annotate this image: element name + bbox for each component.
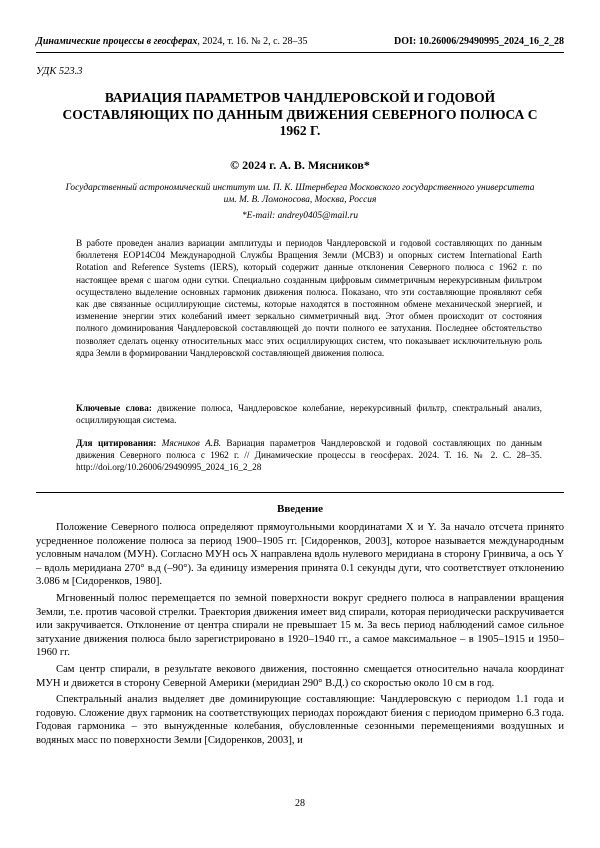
citation [76, 438, 542, 475]
udc-code: УДК 523.3 [36, 66, 83, 77]
body-text [36, 521, 564, 751]
journal-citation [36, 36, 308, 48]
abstract: В работе проведен анализ вариации амплитуды и периодов Чандлеровской и годовой составляющих по данным бюллетеня EOP14C04 Международной Службы Вращения Земли (МСВЗ) и опорных систем International Earth Rotation and Reference Systems (IERS), который содержит данные отклонения Северного полюса с 1962 г. по настоящее время с шагом одни сутки. Специально созданным цифровым симметричным нерекурсивным фильтром осуществлено выделение основных гармоник движения полюса. Показано, что эти составляющие проявляют себя как две связанные осциллирующие системы, которые находятся в постоянном обмене механической энергией, и изменение энергии этих колебаний имеет зеркально симметричный вид. Этот обмен происходит от состояния полного доминирования Чандлеровской составляющей до почти полного ее затухания. Последнее обстоятельство позволяет сделать оценку относительных масс этих осциллирующих систем, что показывает исключительную роль ядра Земли в формировании Чандлеровской составляющей движения полюса. [76, 239, 542, 359]
paragraph: Мгновенный полюс перемещается по земной поверхности вокруг среднего полюса в направлении вращения Земли, т.е. против часовой стрелки. Траектория движения имеет вид спирали, которая периодически раскручивается или закручивается. Отклонение от центра спирали не превышает 15 м. За весь период наблюдений самое сильное затухание движения полюса было зарегистрировано в 1920–1940 гг., а самое максимальное – в 1905–1915 и 1950–1960 гг. [36, 592, 564, 659]
journal-issue: , 2024, т. 16. № 2, с. 28–35 [197, 36, 308, 47]
article-title: ВАРИАЦИЯ ПАРАМЕТРОВ ЧАНДЛЕРОВСКОЙ И ГОДОВОЙ СОСТАВЛЯЮЩИХ ПО ДАННЫМ ДВИЖЕНИЯ СЕВЕРНОГО ПОЛЮСА С 1962 Г. [62, 90, 538, 138]
citation-author: Мясников А.В. [156, 439, 222, 449]
keywords-label: Ключевые слова: [76, 404, 153, 414]
citation-label: Для цитирования: [76, 439, 157, 449]
paragraph: Сам центр спирали, в результате векового движения, постоянно смещается относительно начала координат МУН и движется в сторону Северной Америки (меридиан 290° В.Д.) со скоростью около 10 см в год. [36, 663, 564, 689]
author-line: © 2024 г. А. В. Мясников* [230, 158, 370, 172]
paragraph: Положение Северного полюса определяют прямоугольными координатами X и Y. За начало отсчета принято усредненное положение полюса за период 1900–1905 гг. [Сидоренков, 2003], которое называется международным условным началом (МУН). Согласно МУН ось X направлена вдоль нулевого меридиана в сторону Гринвича, а ось Y – вдоль меридиана 270° в.д (–90°). За единицу измерения принята 0.1 секунды дуги, что соответствует отклонению 3.086 м [Сидоренков, 1980]. [36, 522, 564, 588]
keywords-text: движение полюса, Чандлеровское колебание, нерекурсивный фильтр, спектральный анализ, осциллирующая система. [76, 404, 542, 427]
running-header [36, 36, 564, 48]
paragraph: Спектральный анализ выделяет две доминирующие составляющие: Чандлеровскую с периодом 1.1 года и годовую. Сложение двух гармоник на соответствующих периодах порождают биения с периодом примерно 6.3 года. Годовая гармоника – это вынужденные колебания, обусловленные сезонными перемещениями воздушных и водяных масс по поверхности Земли [Сидоренков, 2003], и [36, 694, 564, 746]
header-divider [36, 52, 564, 53]
journal-name: Динамические процессы в геосферах [36, 36, 198, 47]
doi[interactable]: DOI: 10.26006/29490995_2024_16_2_28 [394, 36, 564, 47]
keywords [76, 403, 542, 427]
page-number: 28 [295, 798, 305, 809]
author-email[interactable]: *E-mail: andrey0405@mail.ru [241, 211, 359, 221]
affiliation: Государственный астрономический институт им. П. К. Штернберга Московского государственного университета им. М. В. Ломоносова, Москва, Россия [65, 183, 535, 205]
citation-text: Вариация параметров Чандлеровской и годовой составляющих по данным движения Северного полюса с 1962 г. // Динамические процессы в геосферах. 2024. Т. 16. № 2. С. 28–35. http://doi.org/10.26006/29490995_2024_16_2_28 [76, 439, 542, 474]
section-divider [36, 492, 564, 493]
section-heading: Введение [276, 503, 324, 515]
